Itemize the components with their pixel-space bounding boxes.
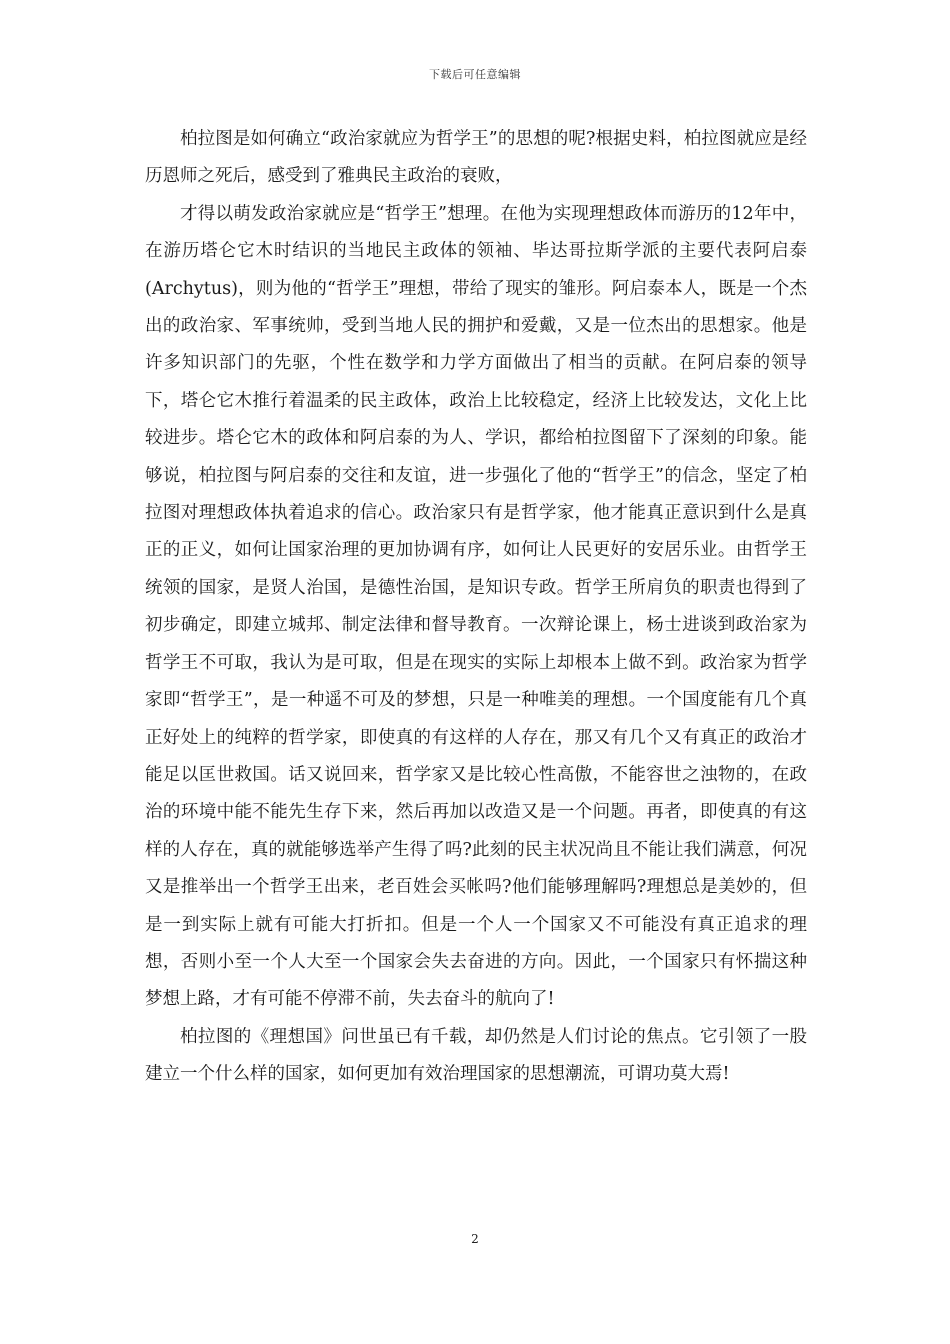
paragraph-3: 柏拉图的《理想国》问世虽已有千载，却仍然是人们讨论的焦点。它引领了一股建立一个什么样的国家，如何更加有效治理国家的思想潮流，可谓功莫大焉! bbox=[145, 1026, 807, 1085]
document-body bbox=[145, 121, 807, 1094]
page-number: 2 bbox=[471, 1232, 479, 1246]
page-header: 下载后可任意编辑 bbox=[429, 68, 521, 81]
paragraph-1: 柏拉图是如何确立“政治家就应为哲学王”的思想的呢?根据史料，柏拉图就应是经历恩师之死后，感受到了雅典民主政治的衰败， bbox=[145, 129, 807, 187]
paragraph-2: 才得以萌发政治家就应是“哲学王”想理。在他为实现理想政体而游历的12年中，在游历塔仑它木时结识的当地民主政体的领袖、毕达哥拉斯学派的主要代表阿启泰(Archytus)，则为他的“哲学王”理想，带给了现实的雏形。阿启泰本人，既是一个杰出的政治家、军事统帅，受到当地人民的拥护和爱戴，又是一位杰出的思想家。他是许多知识部门的先驱，个性在数学和力学方面做出了相当的贡献。在阿启泰的领导下，塔仑它木推行着温柔的民主政体，政治上比较稳定，经济上比较发达，文化上比较进步。塔仑它木的政体和阿启泰的为人、学识，都给柏拉图留下了深刻的印象。能够说，柏拉图与阿启泰的交往和友谊，进一步强化了他的“哲学王”的信念，坚定了柏拉图对理想政体执着追求的信心。政治家只有是哲学家，他才能真正意识到什么是真正的正义，如何让国家治理的更加协调有序，如何让人民更好的安居乐业。由哲学王统领的国家，是贤人治国，是德性治国，是知识专政。哲学王所肩负的职责也得到了初步确定，即建立城邦、制定法律和督导教育。一次辩论课上，杨士进谈到政治家为哲学王不可取，我认为是可取，但是在现实的实际上却根本上做不到。政治家为哲学家即“哲学王”，是一种遥不可及的梦想，只是一种唯美的理想。一个国度能有几个真正好处上的纯粹的哲学家，即使真的有这样的人存在，那又有几个又有真正的政治才能足以匡世救国。话又说回来，哲学家又是比较心性高傲，不能容世之浊物的，在政治的环境中能不能先生存下来，然后再加以改造又是一个问题。再者，即使真的有这样的人存在，真的就能够选举产生得了吗?此刻的民主状况尚且不能让我们满意，何况又是推举出一个哲学王出来，老百姓会买帐吗?他们能够理解吗?理想总是美妙的，但是一到实际上就有可能大打折扣。但是一个人一个国家又不可能没有真正追求的理想，否则小至一个人大至一个国家会失去奋进的方向。因此，一个国家只有怀揣这种梦想上路，才有可能不停滞不前，失去奋斗的航向了! bbox=[145, 203, 807, 1010]
